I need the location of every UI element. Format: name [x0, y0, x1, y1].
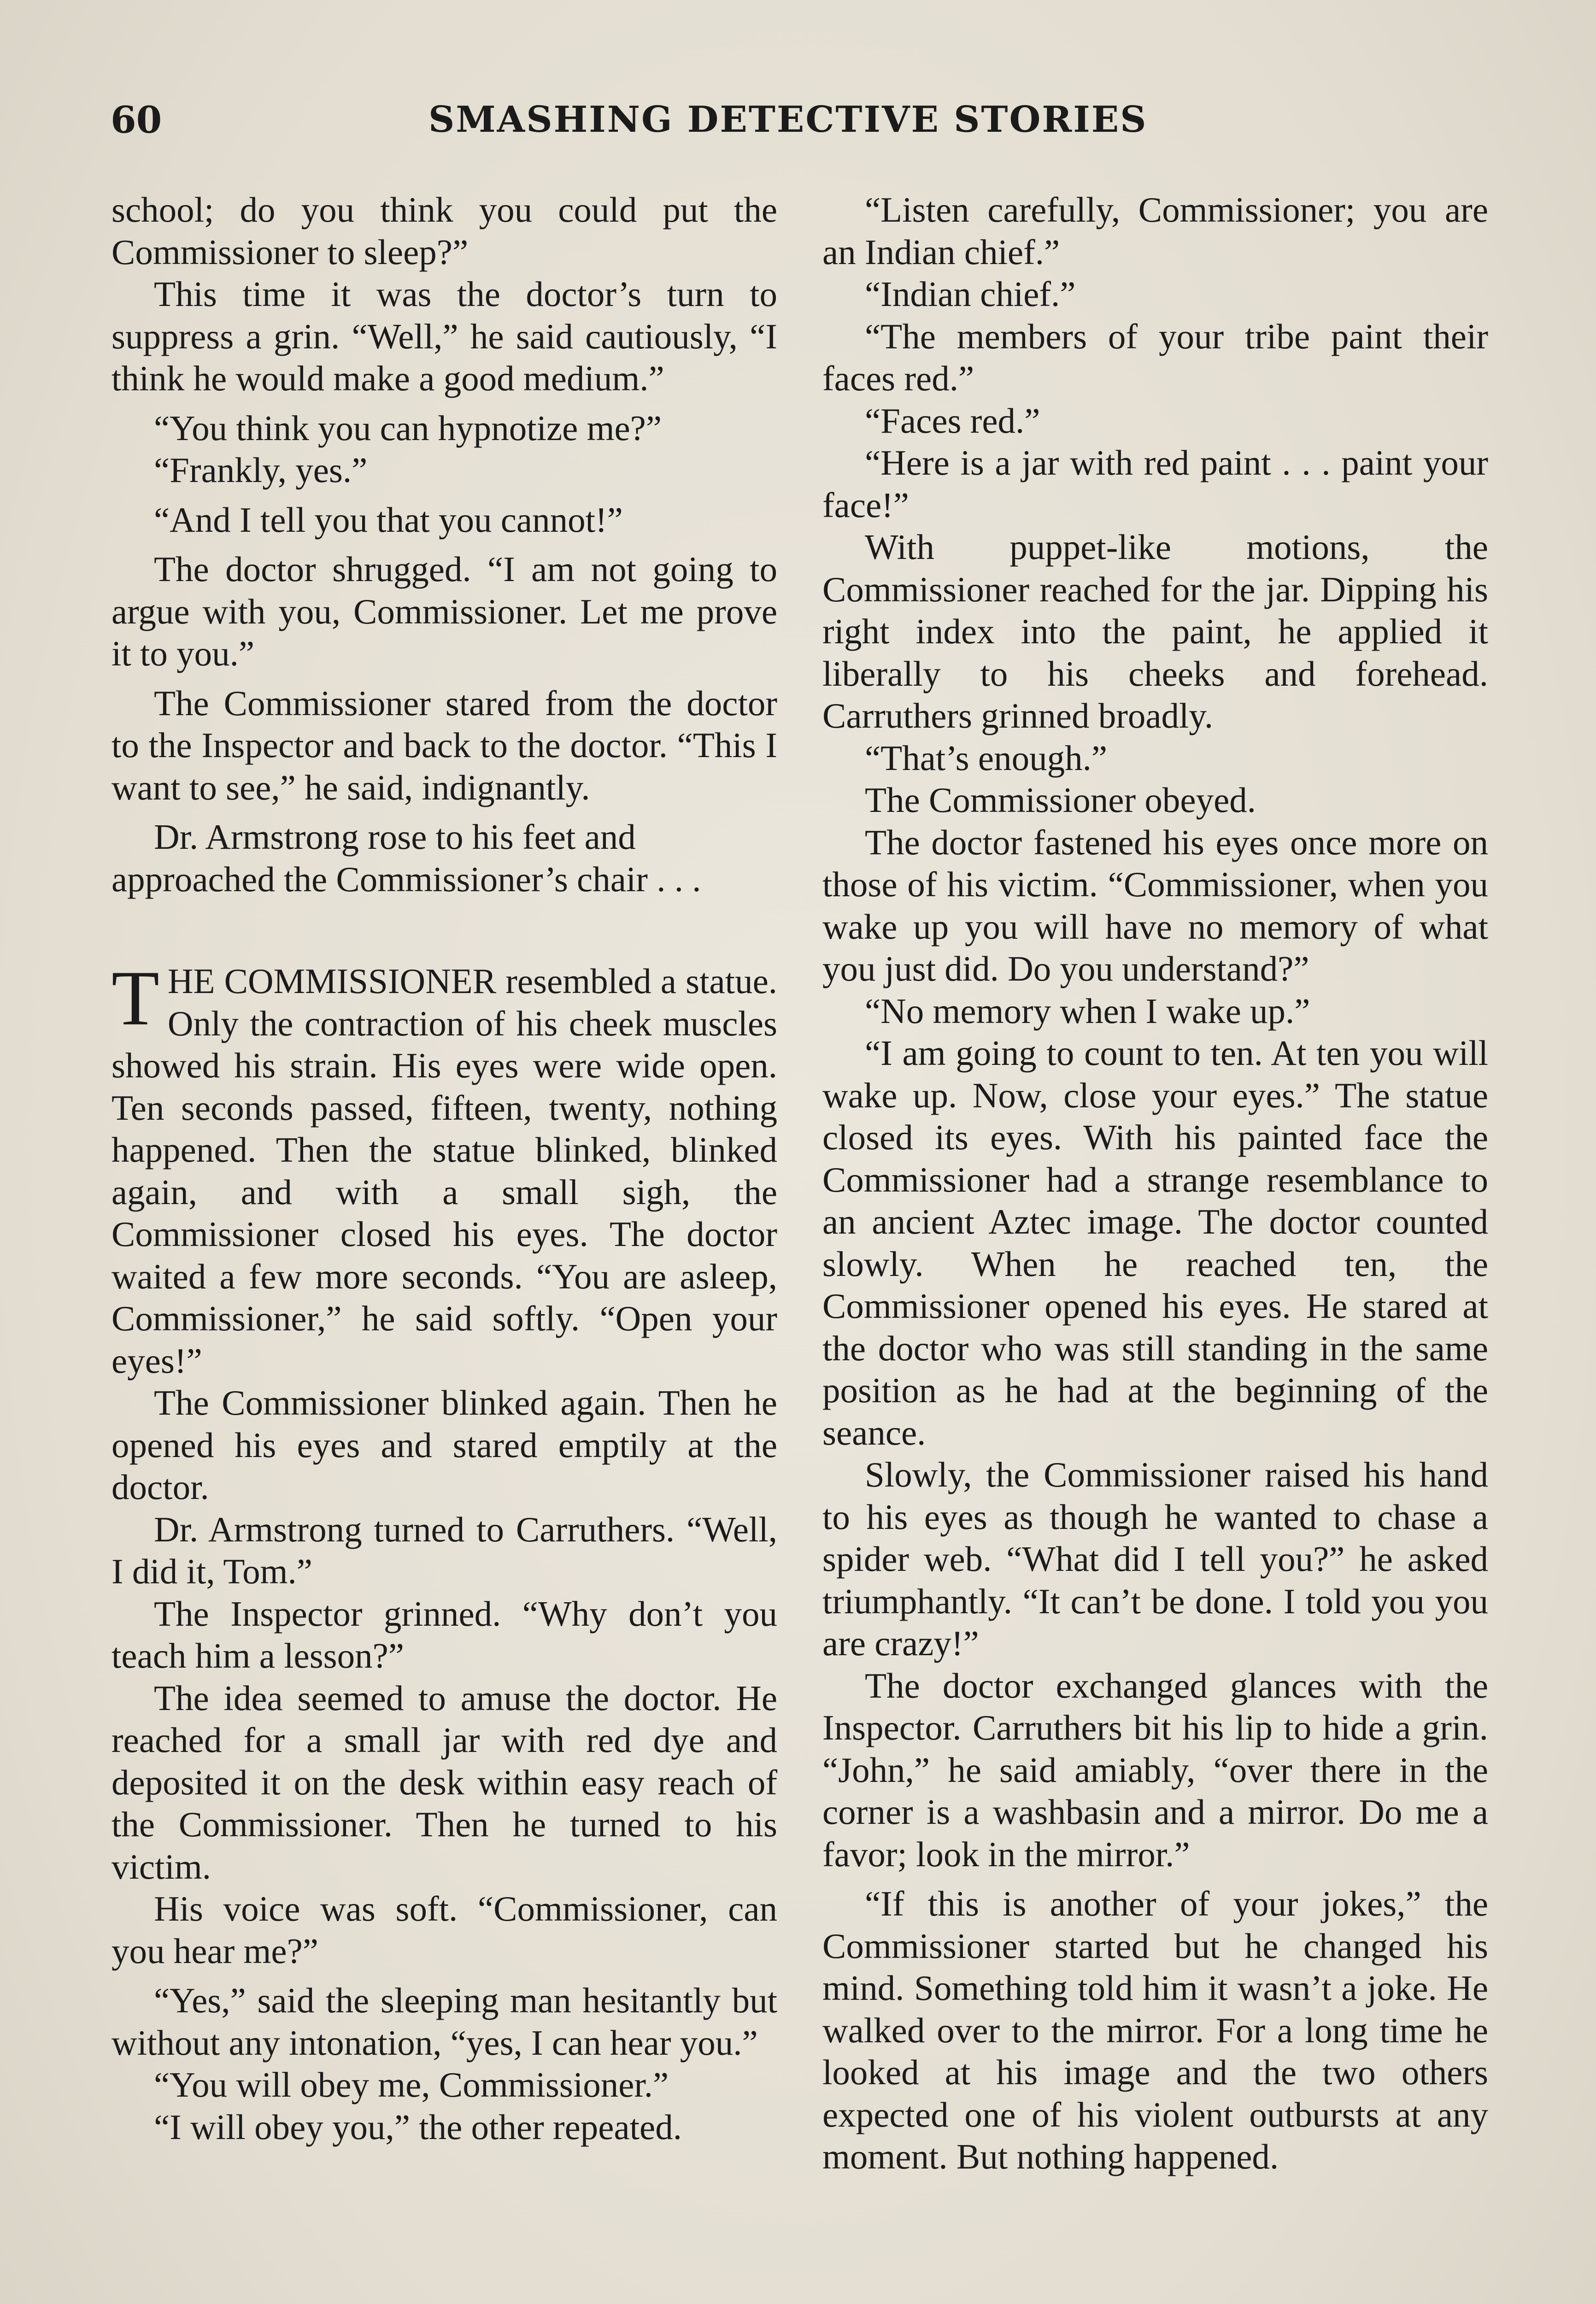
paragraph: “That’s enough.”	[865, 738, 1107, 778]
drop-cap: T	[111, 955, 159, 1041]
paragraph: The doctor fastened his eyes once more on those of his victim. “Commissioner, when you wake up you will have no memory of what you just did. Do you understand?”	[822, 822, 1488, 988]
paragraph: “I am going to count to ten. At ten you will wake up. Now, close your eyes.” The statue closed its eyes. With his painted face the Commissioner had a strange resemblance to an ancient Aztec image. The doctor counted slowly. When he reached ten, the Commissioner opened his eyes. He stared at the doctor who was still standing in the same position as he had at the beginning of the seance.	[822, 1033, 1488, 1452]
paragraph: “No memory when I wake up.”	[865, 991, 1310, 1031]
paragraph: The Commissioner stared from the doctor to the Inspector and back to the doctor. “This I want to see,” he said, indignantly.	[111, 683, 777, 807]
paragraph: “Yes,” said the sleeping man hesitantly but without any intonation, “yes, I can hear you.”	[111, 1981, 777, 2063]
paragraph: His voice was soft. “Commissioner, can you hear me?”	[111, 1889, 777, 1971]
paragraph: The Commissioner obeyed.	[865, 780, 1256, 820]
paragraph: Slowly, the Commissioner raised his hand to his eyes as though he wanted to chase a spider web. “What did I tell you?” he asked triumphantly. “It can’t be done. I told you you are crazy!”	[822, 1455, 1488, 1663]
paragraph: school; do you think you could put the Commissioner to sleep?”	[111, 190, 777, 272]
paragraph: The idea seemed to amuse the doctor. He reached for a small jar with red dye and deposited it on the desk within easy reach of the Commissioner. Then he turned to his victim.	[111, 1678, 777, 1887]
page-header	[111, 94, 1488, 145]
paragraph: “I will obey you,” the other repeated.	[154, 2107, 682, 2147]
page-number: 60	[111, 98, 162, 141]
paragraph: The doctor exchanged glances with the Inspector. Carruthers bit his lip to hide a grin. “John,” he said amiably, “over there in the corner is a washbasin and a mirror. Do me a favor; look in the mirror.”	[822, 1665, 1488, 1874]
paragraph: “Listen carefully, Commissioner; you are an Indian chief.”	[822, 190, 1488, 272]
section-opening-text: HE COMMISSIONER resembled a statue. Only the contraction of his cheek muscles showed his strain. His eyes were wide open. Ten seconds passed, fifteen, twenty, nothing happened. Then the statue blinked, blinked again, and with a small sigh, the Commissioner closed his eyes. The doctor waited a few more seconds. “You are asleep, Commissioner,” he said softly. “Open your eyes!”	[111, 961, 777, 1381]
paragraph: “Frankly, yes.”	[154, 450, 368, 490]
paragraph: The doctor shrugged. “I am not going to argue with you, Commissioner. Let me prove it to you.”	[111, 549, 777, 673]
paragraph: The Commissioner blinked again. Then he opened his eyes and stared emptily at the doctor.	[111, 1383, 777, 1507]
left-column	[111, 189, 777, 2148]
paragraph: “You will obey me, Commissioner.”	[154, 2065, 669, 2104]
paragraph: Dr. Armstrong rose to his feet and approached the Commissioner’s chair . . .	[111, 817, 701, 899]
paragraph: This time it was the doctor’s turn to suppress a grin. “Well,” he said cautiously, “I think he would make a good medium.”	[111, 274, 777, 398]
paragraph: “Here is a jar with red paint . . . paint your face!”	[822, 443, 1488, 525]
section-opening-paragraph	[111, 955, 777, 1382]
paragraph: Dr. Armstrong turned to Carruthers. “Well, I did it, Tom.”	[111, 1509, 777, 1591]
paragraph: “The members of your tribe paint their faces red.”	[822, 316, 1488, 398]
paragraph: With puppet-like motions, the Commissioner reached for the jar. Dipping his right index into the paint, he applied it liberally to his cheeks and forehead. Carruthers grinned broadly.	[822, 527, 1488, 735]
paragraph: “Faces red.”	[865, 400, 1040, 441]
paragraph: “You think you can hypnotize me?”	[154, 408, 662, 448]
paragraph: “Indian chief.”	[865, 274, 1076, 314]
paragraph: “And I tell you that you cannot!”	[154, 500, 623, 540]
right-column	[822, 189, 1488, 2178]
paragraph: The Inspector grinned. “Why don’t you teach him a lesson?”	[111, 1593, 777, 1675]
paragraph: “If this is another of your jokes,” the Commissioner started but he changed his mind. Something told him it wasn’t a joke. He walked over to the mirror. For a long time he looked at his image and the two others expected one of his violent outbursts at any moment. But nothing happened.	[822, 1884, 1488, 2176]
running-title: SMASHING DETECTIVE STORIES	[428, 99, 1148, 141]
